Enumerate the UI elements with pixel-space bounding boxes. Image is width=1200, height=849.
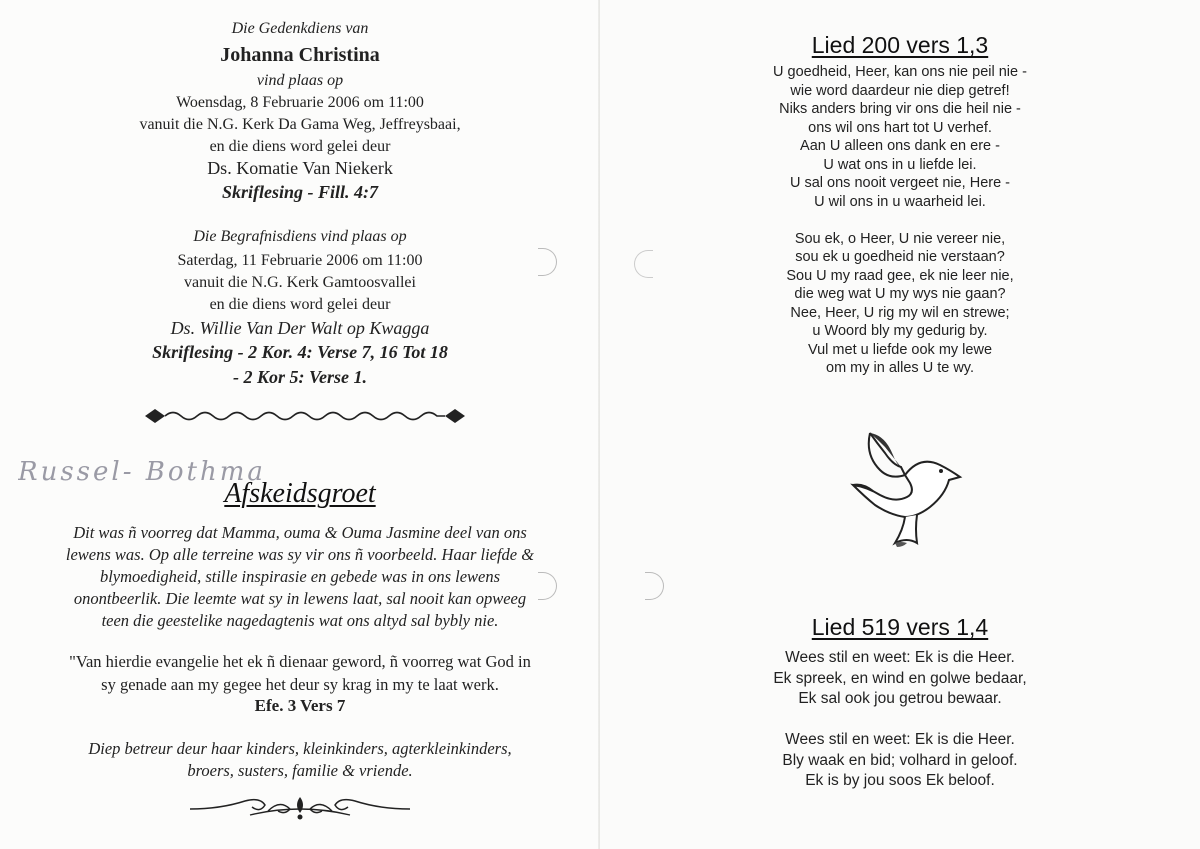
funeral-intro: Die Begrafnisdiens vind plaas op <box>193 228 407 245</box>
lyric-line: U wat ons in u liefde lei. <box>823 156 977 173</box>
farewell-line: lewens was. Op alle terreine was sy vir ons ñ voorbeeld. Haar liefde & <box>65 545 535 564</box>
lyric-line: Niks anders bring vir ons die heil nie - <box>779 101 1021 117</box>
lyric-line: Bly waak en bid; volhard in geloof. <box>782 751 1018 769</box>
mourners-text <box>0 738 600 782</box>
memorial-intro: Die Gedenkdiens van <box>231 20 369 37</box>
lyric-line: Wees stil en weet: Ek is die Heer. <box>785 731 1015 748</box>
lyric-line: U sal ons nooit vergeet nie, Here - <box>789 175 1011 191</box>
lyric-line: ons wil ons hart tot U verhef. <box>808 119 992 136</box>
memorial-venue: vanuit die N.G. Kerk Da Gama Weg, Jeffreysbaai, <box>139 116 461 133</box>
hymn-519-title: Lied 519 vers 1,4 <box>811 614 989 640</box>
lyric-line: om my in alles U te wy. <box>826 360 974 376</box>
quote-reference: Efe. 3 Vers 7 <box>254 696 346 715</box>
lyric-line: sou ek u goedheid nie verstaan? <box>795 249 1005 265</box>
dove-icon <box>845 425 970 555</box>
minister-2: Ds. Willie Van Der Walt op Kwagga <box>170 318 430 338</box>
quote-line: "Van hierdie evangelie het ek ñ dienaar geword, ñ voorreg wat God in <box>69 652 531 671</box>
funeral-venue: vanuit die N.G. Kerk Gamtoosvallei <box>184 274 416 291</box>
lyric-line: Aan U alleen ons dank en ere - <box>800 138 1000 154</box>
lyric-line: Vul met u liefde ook my lewe <box>807 341 993 358</box>
stanza-gap <box>600 211 1200 230</box>
funeral-date: Saterdag, 11 Februarie 2006 om 11:00 <box>177 252 423 269</box>
farewell-paragraph <box>0 522 600 632</box>
flourish-ornament <box>190 793 410 823</box>
deceased-name: Johanna Christina <box>220 44 380 66</box>
lyric-line: U goedheid, Heer, kan ons nie peil nie - <box>773 64 1027 80</box>
lyric-line: Nee, Heer, U rig my wil en strewe; <box>790 304 1010 321</box>
farewell-line: Dit was ñ voorreg dat Mamma, ouma & Ouma Jasmine deel van ons <box>73 523 527 542</box>
lyric-line: Wees stil en weet: Ek is die Heer. <box>785 649 1015 666</box>
lyric-line: u Woord bly my gedurig by. <box>812 323 988 339</box>
lyric-line: Ek spreek, en wind en golwe bedaar, <box>773 669 1027 687</box>
scripture-reading-1: Skriflesing - Fill. 4:7 <box>221 182 378 202</box>
hymn-200-title: Lied 200 vers 1,3 <box>811 32 989 58</box>
farewell-title: Afskeidsgroet <box>224 478 376 509</box>
lyric-line: wie word daardeur nie diep getref! <box>790 82 1010 99</box>
ornamental-divider <box>145 405 465 427</box>
farewell-line: blymoedigheid, stille inspirasie en gebede was in ons lewens <box>99 567 501 586</box>
stanza-gap <box>600 710 1200 731</box>
lyric-line: U wil ons in u waarheid lei. <box>814 193 986 210</box>
lyric-line: Sou U my raad gee, ek nie leer nie, <box>786 267 1014 284</box>
hymn-200-lyrics <box>600 63 1200 378</box>
quote-line: sy genade aan my gegee het deur sy krag in my te laat werk. <box>101 675 499 694</box>
punch-hole <box>645 572 664 600</box>
lyric-line: Ek is by jou soos Ek beloof. <box>805 772 995 789</box>
led-by-text-2: en die diens word gelei deur <box>209 296 391 313</box>
lyric-line: die weg wat U my wys nie gaan? <box>794 286 1006 302</box>
scripture-reading-2b: - 2 Kor 5: Verse 1. <box>233 367 367 387</box>
svg-text:Russel- Bothma: Russel- Bothma <box>18 457 266 487</box>
lyric-line: Sou ek, o Heer, U nie vereer nie, <box>794 230 1006 247</box>
right-page <box>600 0 1200 849</box>
scripture-reading-2a: Skriflesing - 2 Kor. 4: Verse 7, 16 Tot 18 <box>152 342 448 362</box>
farewell-line: onontbeerlik. Die leemte wat sy in lewens laat, sal nooit kan opweeg <box>73 589 527 608</box>
farewell-line: teen die geestelike nagedagtenis wat ons altyd sal bybly nie. <box>101 611 499 630</box>
lyric-line: Ek sal ook jou getrou bewaar. <box>798 690 1002 707</box>
takes-place-text: vind plaas op <box>256 72 344 89</box>
mourners-line: Diep betreur deur haar kinders, kleinkinders, agterkleinkinders, <box>88 739 512 758</box>
memorial-date: Woensdag, 8 Februarie 2006 om 11:00 <box>176 94 424 111</box>
mourners-line: broers, susters, familie & vriende. <box>187 761 413 780</box>
led-by-text-1: en die diens word gelei deur <box>209 138 391 155</box>
bible-quote <box>0 650 600 696</box>
minister-1: Ds. Komatie Van Niekerk <box>207 158 393 178</box>
hymn-519-lyrics <box>600 648 1200 792</box>
